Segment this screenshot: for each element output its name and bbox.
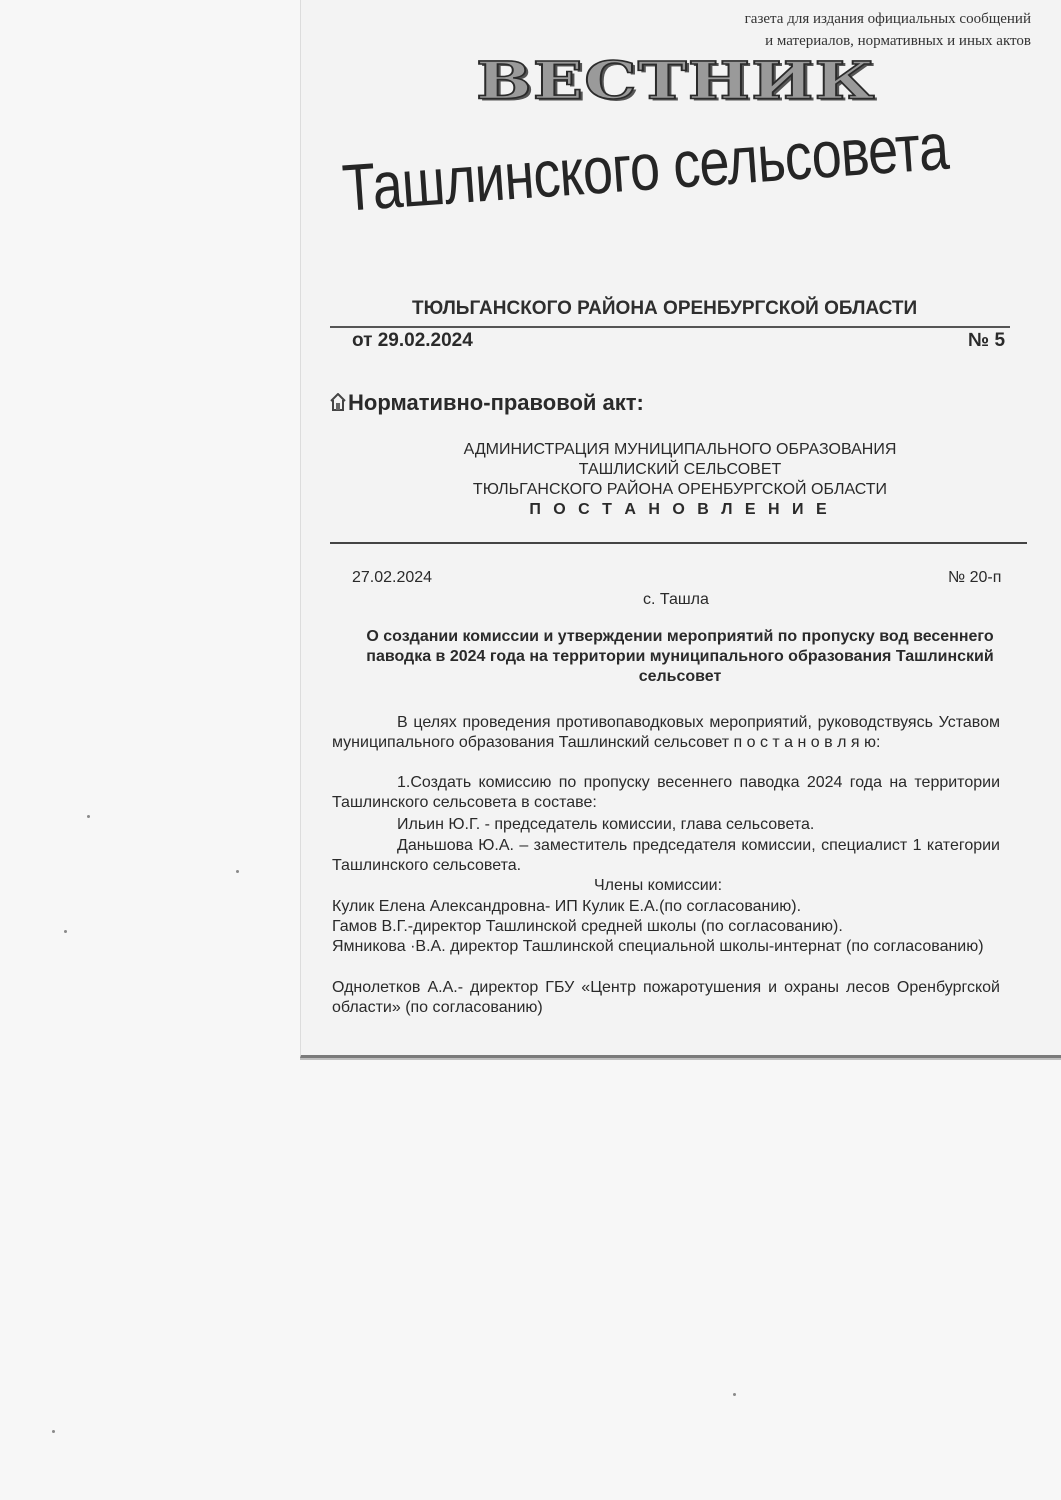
issue-date: от 29.02.2024 — [352, 330, 473, 351]
header-line-2: ТАШЛИСКИЙ СЕЛЬСОВЕТ — [578, 461, 782, 478]
intro-paragraph: В целях проведения противопаводковых мероприятий, руководствуясь Уставом муниципального образования Ташлинский сельсовет п о с т а н о в л я ю: — [332, 714, 1000, 751]
header-line-3: ТЮЛЬГАНСКОГО РАЙОНА ОРЕНБУРГСКОЙ ОБЛАСТИ — [472, 481, 888, 498]
newspaper-tagline — [745, 8, 1031, 52]
section-title: Нормативно-правовой акт: — [348, 390, 644, 415]
members-heading: Члены комиссии: — [594, 877, 723, 894]
tagline-line-1: газета для издания официальных сообщений — [744, 11, 1031, 27]
scan-speck — [236, 870, 239, 873]
scan-speck — [52, 1430, 55, 1433]
document-type: П О С Т А Н О В Л Е Н И Е — [529, 501, 831, 518]
document-number: № 20-п — [948, 569, 1002, 586]
tagline-line-2: и материалов, нормативных и иных актов — [765, 33, 1031, 49]
member-item: Кулик Елена Александровна- ИП Кулик Е.А.(по согласованию). — [332, 898, 802, 915]
member-item: Гамов В.Г.-директор Ташлинской средней школы (по согласованию). — [332, 918, 843, 935]
divider — [330, 326, 1010, 328]
header-line-1: АДМИНИСТРАЦИЯ МУНИЦИПАЛЬНОГО ОБРАЗОВАНИЯ — [463, 441, 897, 458]
section-heading — [330, 390, 644, 416]
commission-chair: Ильин Ю.Г. - председатель комиссии, глава сельсовета. — [397, 816, 815, 833]
scan-speck — [87, 815, 90, 818]
commission-deputy: Даньшова Ю.А. – заместитель председателя комиссии, специалист 1 категории Ташлинского сельсовета. — [332, 837, 1000, 874]
member-item: Ямникова ·В.А. директор Ташлинской специальной школы-интернат (по согласованию) — [332, 938, 984, 955]
masthead-subtitle: Ташлинского сельсовета — [340, 108, 951, 225]
member-item: Однолетков А.А.- директор ГБУ «Центр пожаротушения и охраны лесов Оренбургской области» (по согласованию) — [332, 979, 1000, 1016]
item-1-paragraph: 1.Создать комиссию по пропуску весеннего паводка 2024 года на территории Ташлинского сельсовета в составе: — [332, 774, 1000, 811]
scan-speck — [733, 1393, 736, 1396]
house-icon — [330, 393, 346, 411]
masthead-region: ТЮЛЬГАНСКОГО РАЙОНА ОРЕНБУРГСКОЙ ОБЛАСТИ — [412, 298, 918, 319]
document-title: О создании комиссии и утверждении мероприятий по пропуску вод весеннего паводка в 2024 года на территории муниципального образования Ташлинский сельсовет — [366, 628, 994, 685]
document-header — [330, 440, 1030, 520]
issue-number: № 5 — [968, 330, 1006, 351]
divider — [330, 542, 1027, 544]
document-date: 27.02.2024 — [352, 569, 433, 586]
document-place: с. Ташла — [643, 591, 709, 608]
masthead-logo: ВЕСТНИК — [476, 50, 876, 111]
scan-speck — [64, 930, 67, 933]
